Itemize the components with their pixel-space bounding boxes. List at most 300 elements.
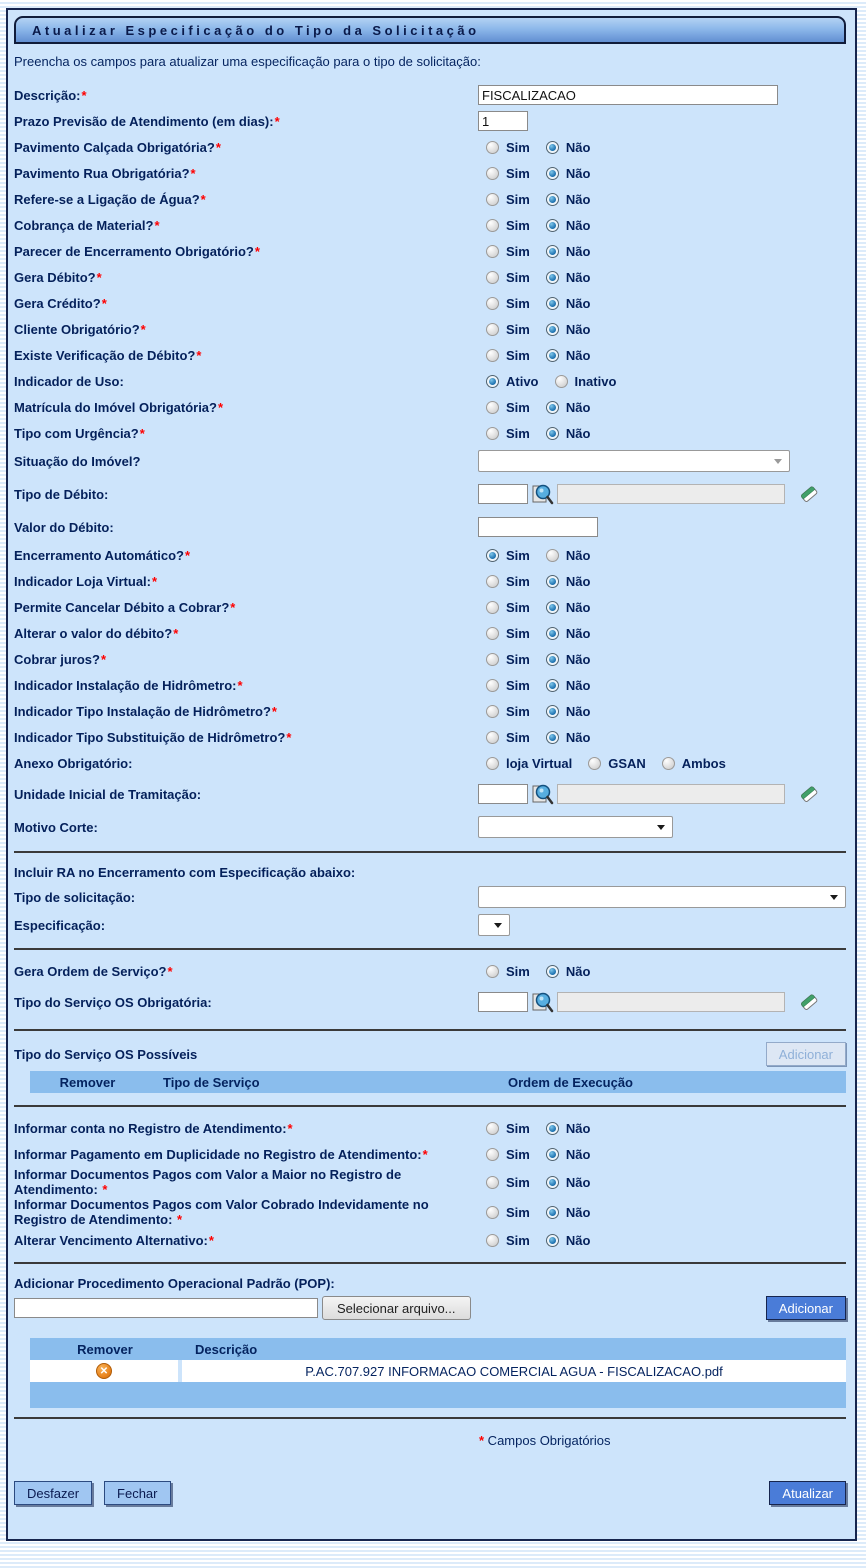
tipo-servico-os-description-field — [557, 992, 785, 1012]
radio-sim[interactable] — [486, 1176, 499, 1189]
radio-group — [478, 322, 846, 337]
radio-label: Sim — [506, 677, 530, 693]
field-label: Cobrar juros?* — [14, 651, 107, 667]
required-asterisk: * — [101, 295, 107, 311]
radio-não[interactable] — [546, 731, 559, 744]
required-asterisk: * — [274, 113, 280, 129]
radio-não[interactable] — [546, 1234, 559, 1247]
form-row — [14, 108, 846, 134]
radio-rows-group1 — [14, 134, 846, 446]
radio-rows-group2 — [14, 542, 846, 776]
field-label: Permite Cancelar Débito a Cobrar?* — [14, 599, 236, 615]
field-label: Informar conta no Registro de Atendimento:* — [14, 1120, 293, 1136]
situacao-imovel-label: Situação do Imóvel? — [14, 453, 141, 469]
magnifier-icon[interactable] — [532, 990, 554, 1014]
required-asterisk: * — [217, 399, 224, 415]
eraser-icon[interactable] — [799, 992, 819, 1012]
radio-group — [478, 730, 846, 745]
radio-label: Sim — [506, 1232, 530, 1248]
radio-sim[interactable] — [486, 549, 499, 562]
radio-label: Sim — [506, 1120, 530, 1136]
motivo-corte-label: Motivo Corte: — [14, 819, 98, 835]
os-col-remover: Remover — [59, 1074, 116, 1090]
form-row — [14, 776, 846, 812]
valor-debito-input[interactable] — [478, 517, 598, 537]
unidade-inicial-description-field — [557, 784, 785, 804]
radio-group — [478, 678, 846, 693]
required-asterisk: * — [215, 139, 221, 155]
radio-sim[interactable] — [486, 193, 499, 206]
radio-label: Ativo — [506, 373, 539, 389]
radio-sim[interactable] — [486, 679, 499, 692]
form-panel — [6, 8, 857, 1541]
field-label: Encerramento Automático?* — [14, 547, 191, 563]
os-possiveis-heading: Tipo do Serviço OS Possíveis — [14, 1046, 198, 1062]
field-label: Gera Crédito?* — [14, 295, 107, 311]
os-col-ordem-execucao: Ordem de Execução — [508, 1074, 633, 1090]
form-row — [14, 911, 846, 939]
radio-sim[interactable] — [486, 245, 499, 258]
radio-sim[interactable] — [486, 401, 499, 414]
radio-rows-group3 — [14, 958, 846, 984]
radio-não[interactable] — [546, 965, 559, 978]
radio-não[interactable] — [546, 601, 559, 614]
field-label: Indicador Instalação de Hidrômetro:* — [14, 677, 243, 693]
radio-sim[interactable] — [486, 323, 499, 336]
radio-label: Sim — [506, 729, 530, 745]
form-row — [14, 134, 846, 160]
required-asterisk: * — [81, 87, 87, 103]
radio-group — [478, 244, 846, 259]
field-label: Gera Débito?* — [14, 269, 102, 285]
radio-sim[interactable] — [486, 575, 499, 588]
form-row — [14, 420, 846, 446]
radio-label: Sim — [506, 269, 530, 285]
form-row — [14, 1115, 846, 1141]
radio-label: Não — [565, 599, 591, 615]
radio-label: Não — [565, 217, 591, 233]
required-asterisk: * — [479, 1433, 485, 1448]
radio-ativo[interactable] — [486, 375, 499, 388]
radio-ambos[interactable] — [662, 757, 675, 770]
form-row — [14, 290, 846, 316]
radio-group — [478, 270, 846, 285]
tipo-solicitacao-label: Tipo de solicitação: — [14, 889, 136, 905]
field-label: Parecer de Encerramento Obrigatório?* — [14, 243, 260, 259]
required-asterisk: * — [200, 191, 206, 207]
radio-group — [478, 426, 846, 441]
radio-não[interactable] — [546, 193, 559, 206]
situacao-imovel-select[interactable] — [478, 450, 790, 472]
form-row — [14, 1197, 846, 1227]
radio-group — [478, 374, 846, 389]
radio-group — [478, 1147, 846, 1162]
radio-não[interactable] — [546, 627, 559, 640]
field-label: Informar Pagamento em Duplicidade no Registro de Atendimento:* — [14, 1146, 428, 1162]
radio-não[interactable] — [546, 245, 559, 258]
required-asterisk: * — [254, 243, 260, 259]
radio-não[interactable] — [546, 575, 559, 588]
form-row — [14, 264, 846, 290]
radio-não[interactable] — [546, 705, 559, 718]
radio-label: Sim — [506, 217, 530, 233]
instruction-text: Preencha os campos para atualizar uma especificação para o tipo de solicitação: — [14, 54, 481, 69]
form-row — [14, 984, 846, 1020]
tipo-solicitacao-select[interactable] — [478, 886, 846, 908]
radio-group — [478, 218, 846, 233]
required-asterisk: * — [177, 1212, 183, 1227]
required-asterisk: * — [139, 425, 145, 441]
field-label: Cliente Obrigatório?* — [14, 321, 146, 337]
field-label: Indicador Loja Virtual:* — [14, 573, 158, 589]
radio-sim[interactable] — [486, 271, 499, 284]
radio-label: Não — [565, 625, 591, 641]
pop-upload-row — [14, 1294, 846, 1322]
desfazer-button[interactable]: Desfazer — [14, 1481, 92, 1505]
form-row — [14, 698, 846, 724]
radio-inativo[interactable] — [555, 375, 568, 388]
tipo-servico-os-label: Tipo do Serviço OS Obrigatória: — [14, 994, 212, 1010]
radio-não[interactable] — [546, 1148, 559, 1161]
radio-label: Não — [565, 243, 591, 259]
chevron-down-icon — [657, 825, 665, 830]
radio-não[interactable] — [546, 1206, 559, 1219]
radio-group — [478, 626, 846, 641]
radio-label: Sim — [506, 295, 530, 311]
radio-group — [478, 1175, 846, 1190]
form-row — [14, 568, 846, 594]
radio-group — [478, 296, 846, 311]
pop-file-input[interactable] — [14, 1298, 318, 1318]
required-asterisk: * — [286, 729, 292, 745]
radio-não[interactable] — [546, 427, 559, 440]
radio-group — [478, 548, 846, 563]
form-row — [14, 958, 846, 984]
radio-sim[interactable] — [486, 167, 499, 180]
field-label: Matrícula do Imóvel Obrigatória?* — [14, 399, 224, 415]
section-divider — [14, 1105, 846, 1107]
table-row — [30, 1360, 846, 1382]
radio-group — [478, 704, 846, 719]
required-asterisk: * — [173, 625, 179, 641]
radio-label: Sim — [506, 963, 530, 979]
radio-label: Sim — [506, 1204, 530, 1220]
radio-label: Não — [565, 139, 591, 155]
field-label: Informar Documentos Pagos com Valor Cobrado Indevidamente no Registro de Atendimento: * — [14, 1197, 429, 1227]
form-row — [14, 1167, 846, 1197]
field-label: Refere-se a Ligação de Água?* — [14, 191, 206, 207]
radio-sim[interactable] — [486, 1234, 499, 1247]
required-asterisk: * — [96, 269, 102, 285]
radio-label: Não — [565, 1232, 591, 1248]
field-label: Informar Documentos Pagos com Valor a Maior no Registro de Atendimento: * — [14, 1167, 402, 1197]
radio-não[interactable] — [546, 401, 559, 414]
required-asterisk: * — [190, 165, 196, 181]
radio-não[interactable] — [546, 1122, 559, 1135]
required-asterisk: * — [152, 573, 158, 589]
pop-table-footer-band — [30, 1382, 846, 1408]
eraser-icon[interactable] — [799, 784, 819, 804]
form-row — [14, 883, 846, 911]
radio-label: Não — [565, 547, 591, 563]
radio-label: Inativo — [574, 373, 617, 389]
radio-label: Não — [565, 729, 591, 745]
form-row — [14, 672, 846, 698]
radio-label: Sim — [506, 191, 530, 207]
radio-label: Sim — [506, 703, 530, 719]
form-row — [14, 1227, 846, 1253]
radio-sim[interactable] — [486, 297, 499, 310]
radio-group — [478, 756, 846, 771]
window-title-bar — [14, 16, 846, 44]
tipo-debito-description-field — [557, 484, 785, 504]
form-row — [14, 368, 846, 394]
tipo-servico-os-code-input[interactable] — [478, 992, 528, 1012]
radio-label: Sim — [506, 573, 530, 589]
radio-não[interactable] — [546, 219, 559, 232]
descricao-label: Descrição: — [14, 87, 81, 103]
field-label: Gera Ordem de Serviço?* — [14, 963, 173, 979]
radio-não[interactable] — [546, 141, 559, 154]
tipo-debito-label: Tipo de Débito: — [14, 486, 109, 502]
radio-label: Não — [565, 963, 591, 979]
os-table-header — [30, 1071, 846, 1093]
selecionar-arquivo-button[interactable]: Selecionar arquivo... — [322, 1296, 471, 1320]
pop-table-header — [30, 1338, 846, 1360]
field-label: Alterar Vencimento Alternativo:* — [14, 1232, 214, 1248]
form-row — [14, 542, 846, 568]
required-asterisk: * — [271, 703, 277, 719]
field-label: Indicador Tipo Instalação de Hidrômetro?* — [14, 703, 277, 719]
radio-não[interactable] — [546, 297, 559, 310]
field-label: Indicador Tipo Substituição de Hidrômetro?* — [14, 729, 292, 745]
tipo-debito-code-input[interactable] — [478, 484, 528, 504]
radio-label: Não — [565, 269, 591, 285]
radio-sim[interactable] — [486, 705, 499, 718]
radio-não[interactable] — [546, 653, 559, 666]
required-asterisk: * — [140, 321, 146, 337]
required-asterisk: * — [167, 963, 173, 979]
radio-group — [478, 1205, 846, 1220]
radio-group — [478, 140, 846, 155]
chevron-down-icon — [774, 459, 782, 464]
radio-label: Não — [565, 321, 591, 337]
form-row — [14, 646, 846, 672]
radio-sim[interactable] — [486, 731, 499, 744]
adicionar-os-button[interactable]: Adicionar — [766, 1042, 846, 1066]
form-row — [14, 594, 846, 620]
form-row — [14, 620, 846, 646]
required-asterisk: * — [287, 1120, 293, 1136]
radio-não[interactable] — [546, 323, 559, 336]
required-asterisk: * — [102, 1182, 108, 1197]
form-row — [14, 212, 846, 238]
form-row — [14, 316, 846, 342]
section-divider — [14, 1029, 846, 1031]
magnifier-icon[interactable] — [532, 782, 554, 806]
form-row — [14, 724, 846, 750]
remove-file-icon[interactable]: ✕ — [96, 1363, 112, 1379]
pop-col-descricao: Descrição — [195, 1341, 258, 1357]
radio-label: Não — [565, 1204, 591, 1220]
field-label: Pavimento Calçada Obrigatória?* — [14, 139, 221, 155]
page-title: Atualizar Especificação do Tipo da Solicitação — [32, 23, 480, 38]
form-row — [14, 1141, 846, 1167]
prazo-input[interactable] — [478, 111, 528, 131]
radio-não[interactable] — [546, 679, 559, 692]
radio-sim[interactable] — [486, 349, 499, 362]
radio-gsan[interactable] — [588, 757, 601, 770]
radio-label: Não — [565, 1120, 591, 1136]
incluir-ra-heading: Incluir RA no Encerramento com Especificação abaixo: — [14, 864, 356, 880]
radio-sim[interactable] — [486, 965, 499, 978]
radio-não[interactable] — [546, 1176, 559, 1189]
required-fields-note: * Campos Obrigatórios — [479, 1433, 611, 1448]
radio-label: Não — [565, 399, 591, 415]
radio-group — [478, 574, 846, 589]
radio-label: loja Virtual — [506, 755, 573, 771]
radio-label: Sim — [506, 399, 530, 415]
radio-label: Sim — [506, 599, 530, 615]
radio-label: Sim — [506, 165, 530, 181]
radio-não[interactable] — [546, 271, 559, 284]
section-divider — [14, 851, 846, 853]
unidade-inicial-label: Unidade Inicial de Tramitação: — [14, 786, 202, 802]
radio-label: Não — [565, 677, 591, 693]
form-row — [14, 82, 846, 108]
radio-label: Não — [565, 573, 591, 589]
radio-group — [478, 400, 846, 415]
radio-label: Não — [565, 1146, 591, 1162]
radio-label: Sim — [506, 243, 530, 259]
fechar-button[interactable]: Fechar — [104, 1481, 170, 1505]
radio-label: Sim — [506, 321, 530, 337]
required-asterisk: * — [208, 1232, 214, 1248]
field-label: Anexo Obrigatório: — [14, 755, 133, 771]
section-divider — [14, 1262, 846, 1264]
radio-group — [478, 964, 846, 979]
radio-label: Sim — [506, 139, 530, 155]
unidade-inicial-code-input[interactable] — [478, 784, 528, 804]
form-row — [14, 812, 846, 842]
os-col-tipo-servico: Tipo de Serviço — [163, 1074, 260, 1090]
pop-col-remover: Remover — [77, 1341, 133, 1357]
atualizar-button[interactable]: Atualizar — [769, 1481, 846, 1505]
radio-sim[interactable] — [486, 219, 499, 232]
required-asterisk: * — [154, 217, 160, 233]
form-row — [14, 342, 846, 368]
form-row — [14, 238, 846, 264]
radio-group — [478, 1233, 846, 1248]
chevron-down-icon — [494, 923, 502, 928]
radio-label: Sim — [506, 1146, 530, 1162]
radio-não[interactable] — [546, 167, 559, 180]
radio-não[interactable] — [546, 549, 559, 562]
required-asterisk: * — [196, 347, 202, 363]
field-label: Indicador de Uso: — [14, 373, 124, 389]
radio-group — [478, 166, 846, 181]
prazo-label: Prazo Previsão de Atendimento (em dias): — [14, 113, 274, 129]
field-label: Tipo com Urgência?* — [14, 425, 145, 441]
radio-group — [478, 348, 846, 363]
required-asterisk: * — [185, 547, 191, 563]
descricao-input[interactable] — [478, 85, 778, 105]
action-buttons-row — [14, 1481, 846, 1505]
radio-group — [478, 1121, 846, 1136]
radio-label: Não — [565, 703, 591, 719]
radio-label: Sim — [506, 1174, 530, 1190]
eraser-icon[interactable] — [799, 484, 819, 504]
field-label: Existe Verificação de Débito?* — [14, 347, 202, 363]
radio-label: Não — [565, 347, 591, 363]
radio-label: Sim — [506, 347, 530, 363]
required-asterisk: * — [100, 651, 107, 667]
radio-group — [478, 192, 846, 207]
form-row — [14, 750, 846, 776]
field-label: Cobrança de Material?* — [14, 217, 160, 233]
radio-sim[interactable] — [486, 653, 499, 666]
required-asterisk: * — [230, 599, 236, 615]
section-divider — [14, 1417, 846, 1419]
radio-não[interactable] — [546, 349, 559, 362]
form-row — [14, 394, 846, 420]
form-row — [14, 512, 846, 542]
radio-sim[interactable] — [486, 141, 499, 154]
radio-label: Ambos — [681, 755, 726, 771]
section-divider — [14, 948, 846, 950]
form-row — [14, 446, 846, 476]
radio-group — [478, 600, 846, 615]
especificacao-label: Especificação: — [14, 917, 106, 933]
radio-label: Não — [565, 295, 591, 311]
magnifier-icon[interactable] — [532, 482, 554, 506]
radio-sim[interactable] — [486, 1148, 499, 1161]
radio-sim[interactable] — [486, 601, 499, 614]
radio-label: GSAN — [608, 755, 646, 771]
radio-label: Não — [565, 651, 591, 667]
pop-file-name: P.AC.707.927 INFORMACAO COMERCIAL AGUA - FISCALIZACAO.pdf — [182, 1360, 846, 1382]
radio-sim[interactable] — [486, 627, 499, 640]
form-row — [14, 186, 846, 212]
motivo-corte-select[interactable] — [478, 816, 673, 838]
radio-label: Não — [565, 1174, 591, 1190]
chevron-down-icon — [830, 895, 838, 900]
radio-label: Não — [565, 165, 591, 181]
radio-loja-virtual[interactable] — [486, 757, 499, 770]
form-row — [14, 476, 846, 512]
radio-sim[interactable] — [486, 1122, 499, 1135]
valor-debito-label: Valor do Débito: — [14, 519, 114, 535]
radio-rows-group4 — [14, 1115, 846, 1253]
radio-sim[interactable] — [486, 427, 499, 440]
required-asterisk: * — [237, 677, 243, 693]
especificacao-select[interactable] — [478, 914, 510, 936]
pop-heading: Adicionar Procedimento Operacional Padrão (POP): — [14, 1275, 335, 1291]
radio-label: Sim — [506, 425, 530, 441]
radio-label: Não — [565, 425, 591, 441]
required-asterisk: * — [422, 1146, 428, 1162]
field-label: Pavimento Rua Obrigatória?* — [14, 165, 196, 181]
radio-label: Sim — [506, 547, 530, 563]
radio-label: Sim — [506, 651, 530, 667]
radio-group — [478, 652, 846, 667]
form-row — [14, 160, 846, 186]
radio-label: Não — [565, 191, 591, 207]
radio-sim[interactable] — [486, 1206, 499, 1219]
field-label: Alterar o valor do débito?* — [14, 625, 179, 641]
radio-label: Sim — [506, 625, 530, 641]
adicionar-pop-button[interactable]: Adicionar — [766, 1296, 846, 1320]
